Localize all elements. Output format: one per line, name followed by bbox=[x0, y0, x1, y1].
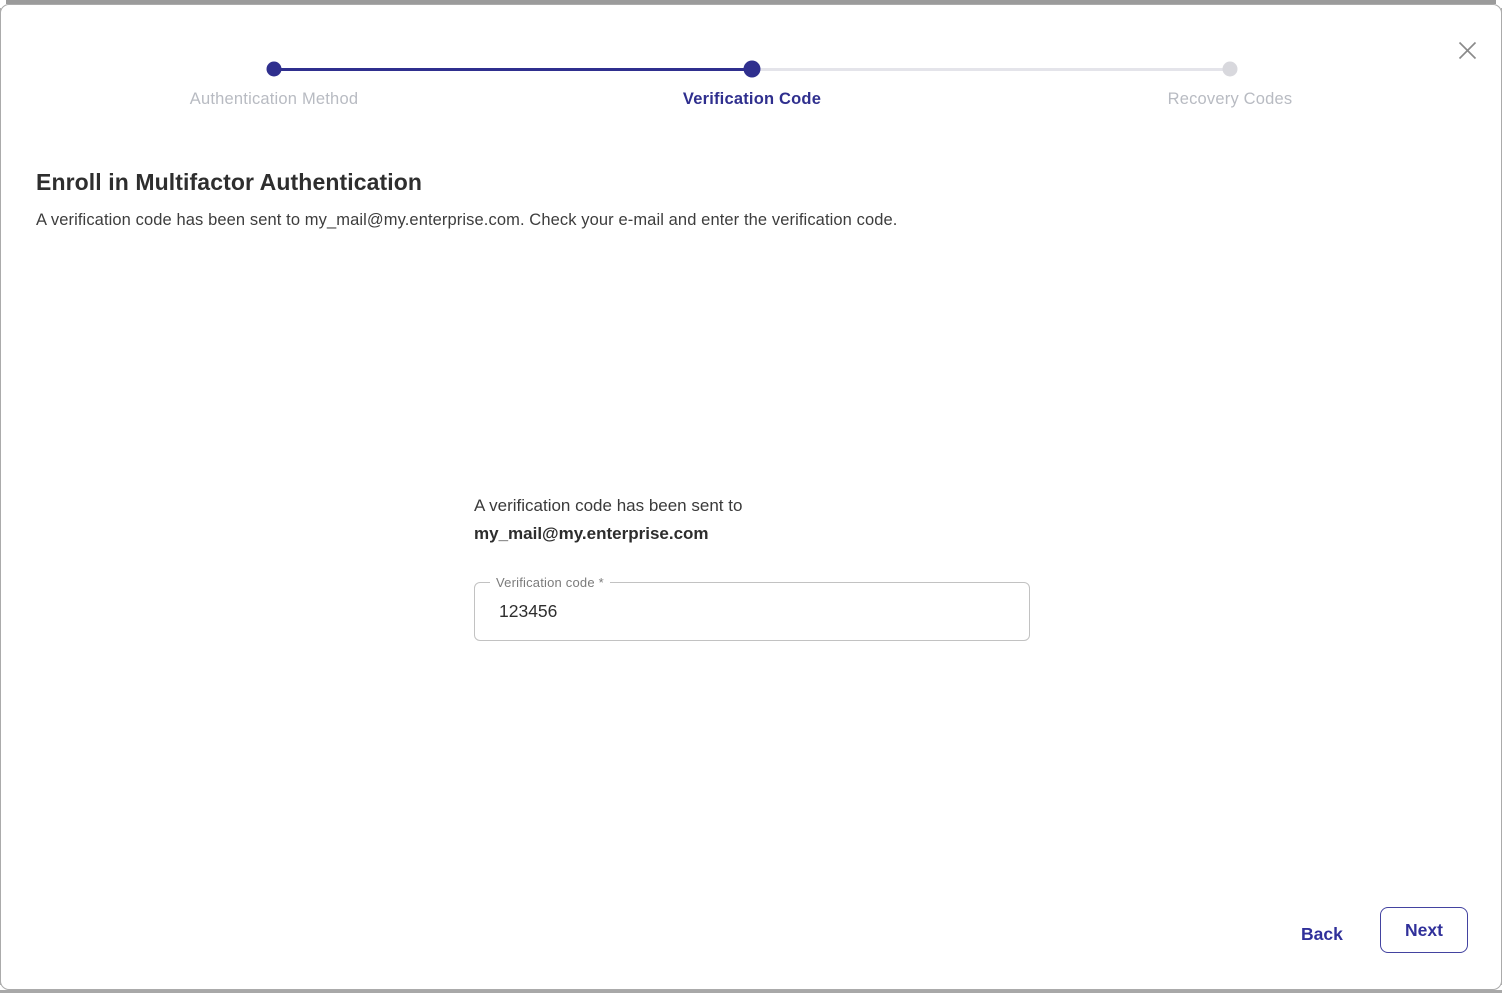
wizard-stepper bbox=[1, 5, 1501, 125]
verification-code-input[interactable] bbox=[475, 583, 1029, 640]
step-dot-verification-code bbox=[744, 61, 761, 78]
step-dot-recovery-codes bbox=[1223, 62, 1238, 77]
step-label-verification-code: Verification Code bbox=[682, 90, 822, 108]
stepper-connector-active bbox=[274, 68, 752, 71]
step-dot-authentication-method bbox=[267, 62, 282, 77]
step-label-recovery-codes: Recovery Codes bbox=[1167, 90, 1293, 108]
page-title: Enroll in Multifactor Authentication bbox=[36, 169, 423, 195]
stepper-connector-inactive bbox=[752, 68, 1230, 71]
verification-form bbox=[474, 492, 1030, 641]
sent-text: A verification code has been sent to bbox=[474, 496, 743, 515]
verification-code-label: Verification code * bbox=[490, 575, 610, 590]
next-button[interactable]: Next bbox=[1380, 907, 1468, 953]
step-label-authentication-method: Authentication Method bbox=[189, 90, 359, 108]
back-button[interactable]: Back bbox=[1289, 918, 1355, 951]
mfa-enrollment-dialog bbox=[0, 4, 1502, 990]
email-address: my_mail@my.enterprise.com bbox=[474, 524, 709, 543]
verification-code-field bbox=[474, 575, 1030, 641]
page-subtitle: A verification code has been sent to my_mail@my.enterprise.com. Check your e-mail and enter the verification code. bbox=[36, 211, 898, 229]
